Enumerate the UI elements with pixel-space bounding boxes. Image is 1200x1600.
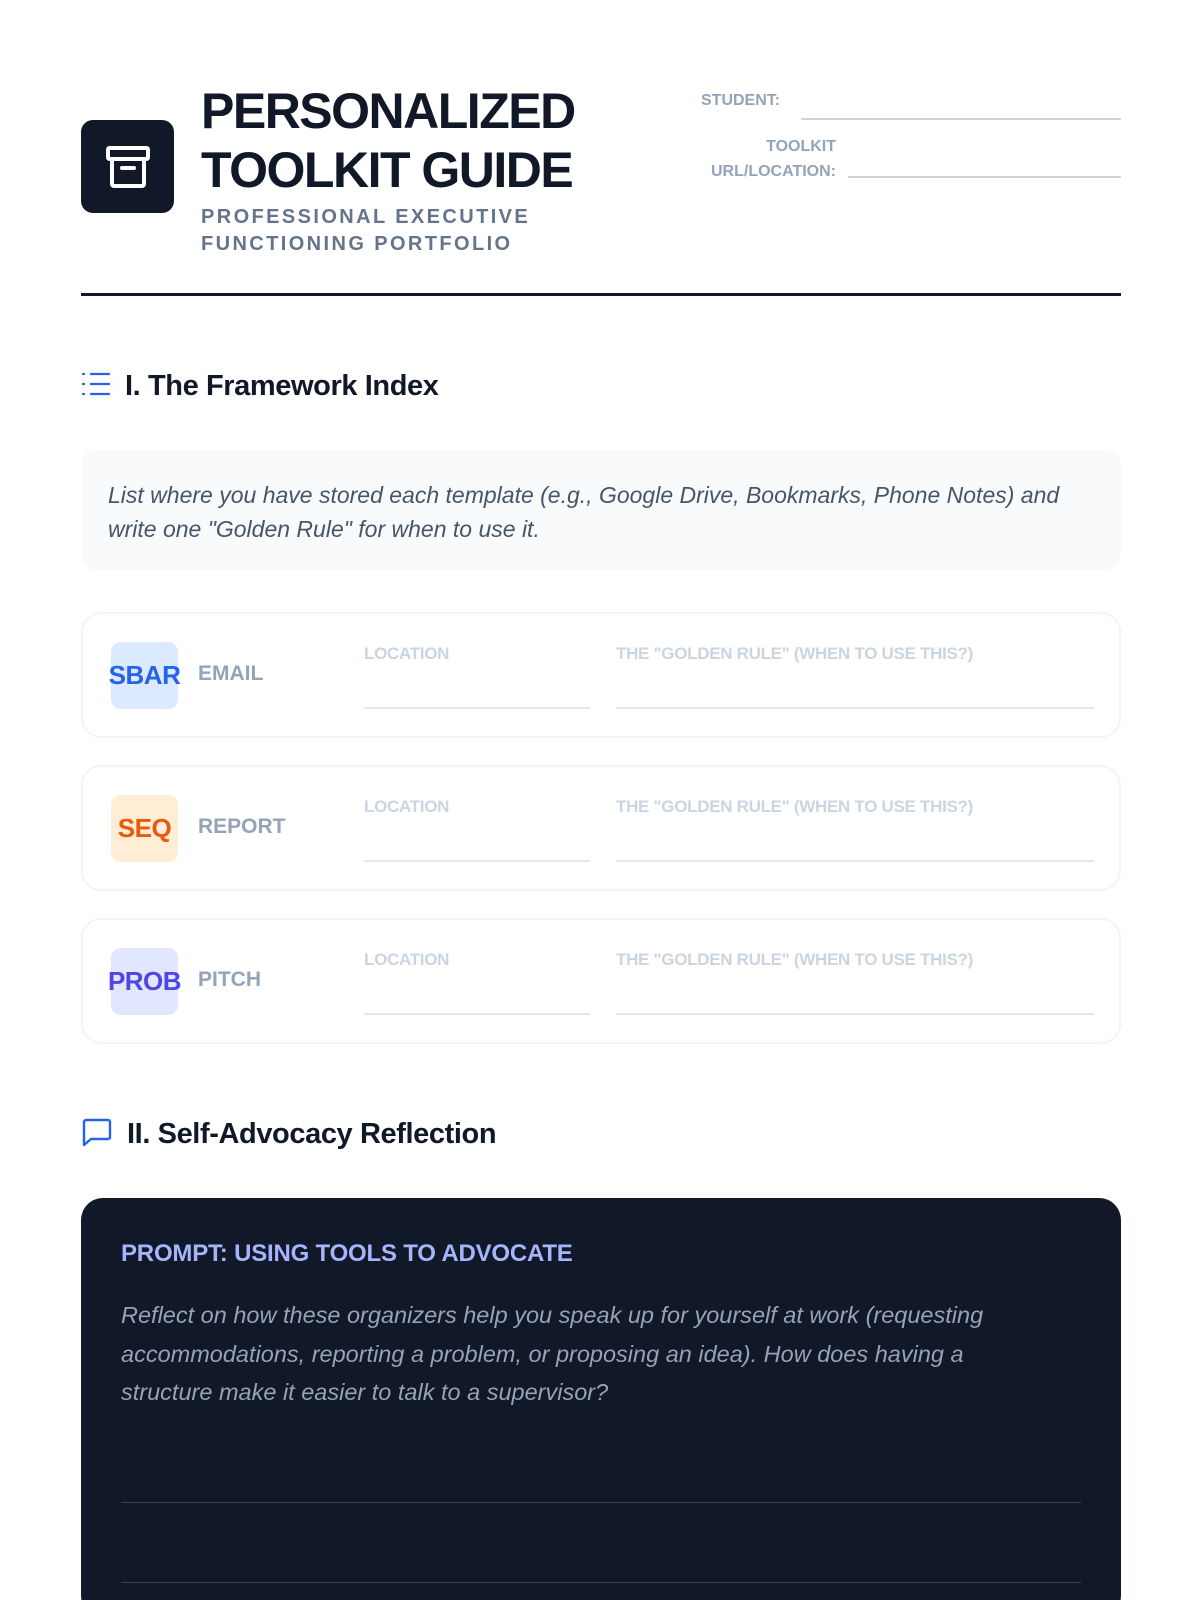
title-block [201, 82, 575, 258]
page-title-line-2: TOOLKIT GUIDE [201, 142, 573, 198]
location-input[interactable] [364, 707, 590, 709]
golden-rule-input[interactable] [616, 707, 1094, 709]
location-label: LOCATION [364, 797, 450, 816]
archive-box-icon [81, 120, 174, 213]
location-input[interactable] [364, 1013, 590, 1015]
subtitle-line-2: FUNCTIONING PORTFOLIO [201, 233, 513, 255]
section-2-heading [81, 1117, 496, 1152]
student-input-line[interactable] [801, 118, 1121, 120]
toolkit-input-line[interactable] [848, 176, 1121, 178]
golden-rule-label: THE "GOLDEN RULE" (WHEN TO USE THIS?) [616, 644, 973, 663]
prompt-body: Reflect on how these organizers help you speak up for yourself at work (requesting accommodations, reporting a problem, or proposing an idea). How does having a structure make it easier to talk to a supervisor? [121, 1302, 984, 1405]
student-label: STUDENT: [701, 92, 781, 109]
framework-name: EMAIL [198, 662, 264, 685]
framework-badge: SBAR [111, 642, 178, 709]
header-divider [81, 293, 1121, 296]
golden-rule-label: THE "GOLDEN RULE" (WHEN TO USE THIS?) [616, 797, 973, 816]
framework-name: PITCH [198, 968, 261, 991]
toolkit-label: TOOLKIT URL/LOCATION: [710, 138, 836, 180]
framework-name: REPORT [198, 815, 286, 838]
reflection-prompt-card [81, 1198, 1121, 1600]
chat-bubble-icon [81, 1117, 113, 1152]
response-line[interactable] [121, 1502, 1081, 1503]
response-line[interactable] [121, 1582, 1081, 1583]
list-icon [81, 370, 111, 403]
header [81, 0, 1121, 300]
location-label: LOCATION [364, 644, 450, 663]
prompt-title: PROMPT: USING TOOLS TO ADVOCATE [121, 1240, 573, 1267]
framework-row [81, 765, 1121, 891]
location-input[interactable] [364, 860, 590, 862]
framework-badge: PROB [111, 948, 178, 1015]
subtitle-line-1: PROFESSIONAL EXECUTIVE [201, 206, 531, 228]
toolkit-field [701, 134, 836, 184]
framework-row [81, 612, 1121, 738]
page-title-line-1: PERSONALIZED [201, 83, 575, 139]
location-label: LOCATION [364, 950, 450, 969]
section-1-heading [81, 370, 439, 403]
section-1-title: I. The Framework Index [125, 370, 439, 402]
framework-row [81, 918, 1121, 1044]
framework-badge: SEQ [111, 795, 178, 862]
golden-rule-input[interactable] [616, 1013, 1094, 1015]
golden-rule-input[interactable] [616, 860, 1094, 862]
golden-rule-label: THE "GOLDEN RULE" (WHEN TO USE THIS?) [616, 950, 973, 969]
instructions-box [81, 450, 1121, 570]
instructions-text: List where you have stored each template (e.g., Google Drive, Bookmarks, Phone Notes) and write one "Golden Rule" for when to use it. [108, 482, 1060, 542]
section-2-title: II. Self-Advocacy Reflection [127, 1118, 497, 1150]
student-field [701, 88, 780, 113]
worksheet-page [81, 0, 1121, 1405]
